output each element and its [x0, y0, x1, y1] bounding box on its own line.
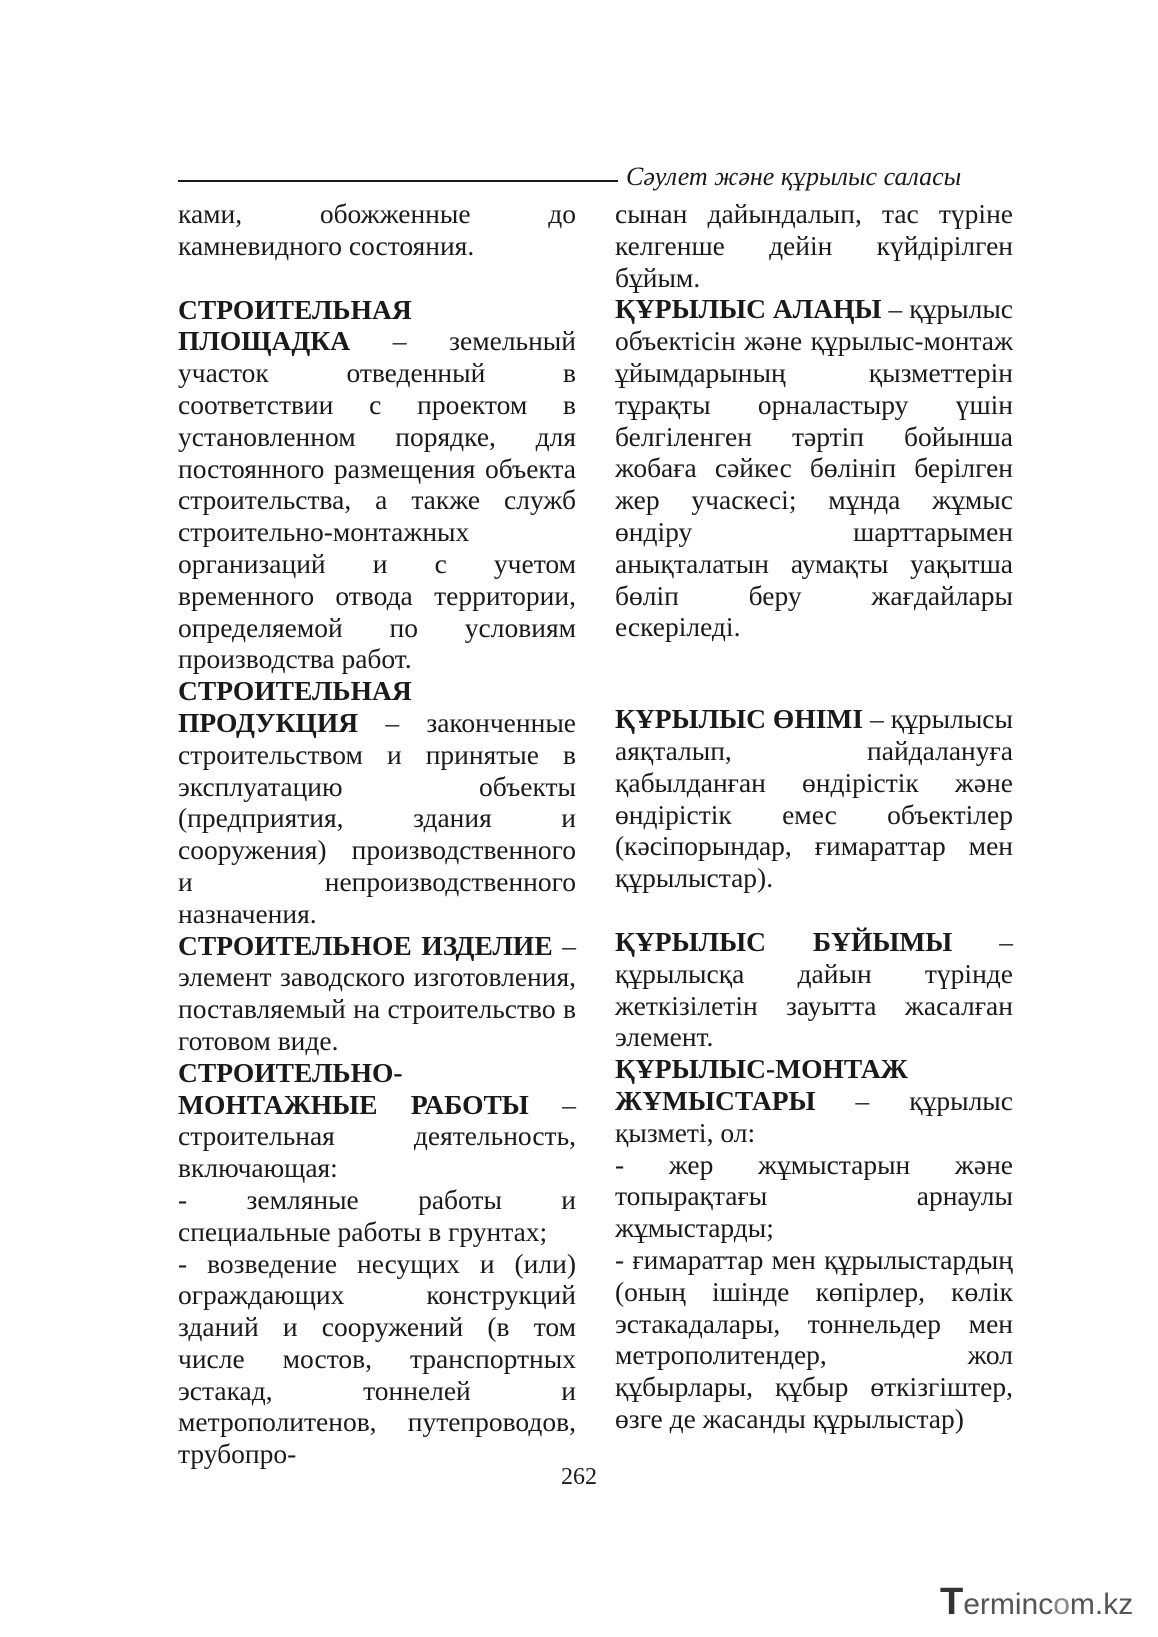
dictionary-entry	[615, 703, 1013, 894]
entry-term: ҚҰРЫЛЫС АЛАҢЫ	[615, 293, 882, 325]
continued-text: сынан дайындалып, тас түріне келгенше дейін күйдірілген бұйым.	[615, 198, 1013, 293]
dictionary-entry	[178, 930, 576, 1057]
entry-definition: – құрылысы аяқталып, пайдалануға қабылданған өндірістік және өндірістік емес объектілер (кәсіпорындар, ғимараттар мен құрылыстар).	[615, 703, 1013, 894]
logo-domain: m.kz	[1069, 1588, 1134, 1621]
entry-definition: – земельный участок отведенный в соответствии с проектом в установленном порядке, для постоянного размещения объекта строительства, а также служб строительно-монтажных организаций и с учетом временного отвода территории, определяемой по условиям производства работ.	[178, 325, 576, 675]
spacer	[615, 643, 1013, 703]
list-item: - жер жұмыстарын және топырақтағы арнаулы жұмыстарды;	[615, 1148, 1013, 1244]
entry-term: СТРОИТЕЛЬНАЯ ПРОДУКЦИЯ	[178, 675, 412, 738]
dictionary-entry	[615, 926, 1013, 1053]
continued-text: ками, обожженные до камневидного состояния.	[178, 198, 576, 261]
logo-text: erminc	[963, 1588, 1054, 1621]
entry-term: ҚҰРЫЛЫС БҰЙЫМЫ	[615, 925, 953, 957]
entry-term: СТРОИТЕЛЬНОЕ ИЗДЕЛИЕ	[178, 929, 553, 961]
entry-definition: – элемент заводского изготовления, поставляемый на строительство в готовом виде.	[178, 929, 576, 1056]
entry-definition: – законченные строительством и принятые в эксплуатацию объекты (предприятия, здания и сооружения) производственного и непроизводственного назначения.	[178, 706, 576, 929]
list-item: - ғимараттар мен құрылыстардың (оның ішінде көпірлер, көлік эстакадалары, тоннельдер мен метрополитендер, жол құбырлары, құбыр өткізгіштер, өзге де жасанды құрылыстар)	[615, 1243, 1013, 1434]
termincom-logo[interactable]	[940, 1580, 1150, 1624]
left-column	[178, 198, 576, 1470]
magnifier-icon: o	[1053, 1588, 1070, 1621]
page-number: 262	[561, 1464, 597, 1490]
dictionary-entry	[615, 293, 1013, 643]
entry-term: СТРОИТЕЛЬНО-МОНТАЖНЫЕ РАБОТЫ	[178, 1056, 529, 1120]
header-rule	[178, 180, 618, 182]
running-title: Сәулет және құрылыс саласы	[626, 162, 962, 191]
entry-definition: – құрылыс объектісін және құрылыс-монтаж ұйымдарының қызметтерін тұрақты орналастыру үшін белгіленген тәртіп бойынша жобаға сәйкес бөлініп берілген жер учаскесі; мұнда жұмыс өндіру шарттарымен анықталатын аумақты уақытша бөліп беру жағдайлары ескеріледі.	[615, 293, 1013, 643]
list-item: - земляные работы и специальные работы в грунтах;	[178, 1183, 576, 1247]
entry-definition: – строительная деятельность, включающая:	[178, 1088, 576, 1184]
logo-letter: T	[940, 1581, 964, 1623]
dictionary-entry	[178, 675, 576, 929]
spacer	[178, 262, 576, 294]
entry-definition: – құрылыс қызметі, ол:	[615, 1084, 1013, 1148]
dictionary-entry	[178, 1057, 576, 1184]
right-column	[615, 198, 1013, 1435]
dictionary-entry	[615, 1053, 1013, 1148]
entry-term: СТРОИТЕЛЬНАЯ ПЛОЩАДКА	[178, 293, 412, 357]
spacer	[615, 894, 1013, 926]
entry-term: ҚҰРЫЛЫС ӨНІМІ	[615, 703, 864, 735]
dictionary-entry	[178, 294, 576, 676]
list-item: - возведение несущих и (или) ограждающих конструкций зданий и сооружений (в том числе мостов, транспортных эстакад, тоннелей и метрополитенов, путепроводов, трубопро-	[178, 1247, 576, 1470]
entry-definition: – құрылысқа дайын түрінде жеткізілетін зауытта жасалған элемент.	[615, 925, 1013, 1053]
entry-term: ҚҰРЫЛЫС-МОНТАЖ ЖҰМЫСТАРЫ	[615, 1053, 908, 1116]
